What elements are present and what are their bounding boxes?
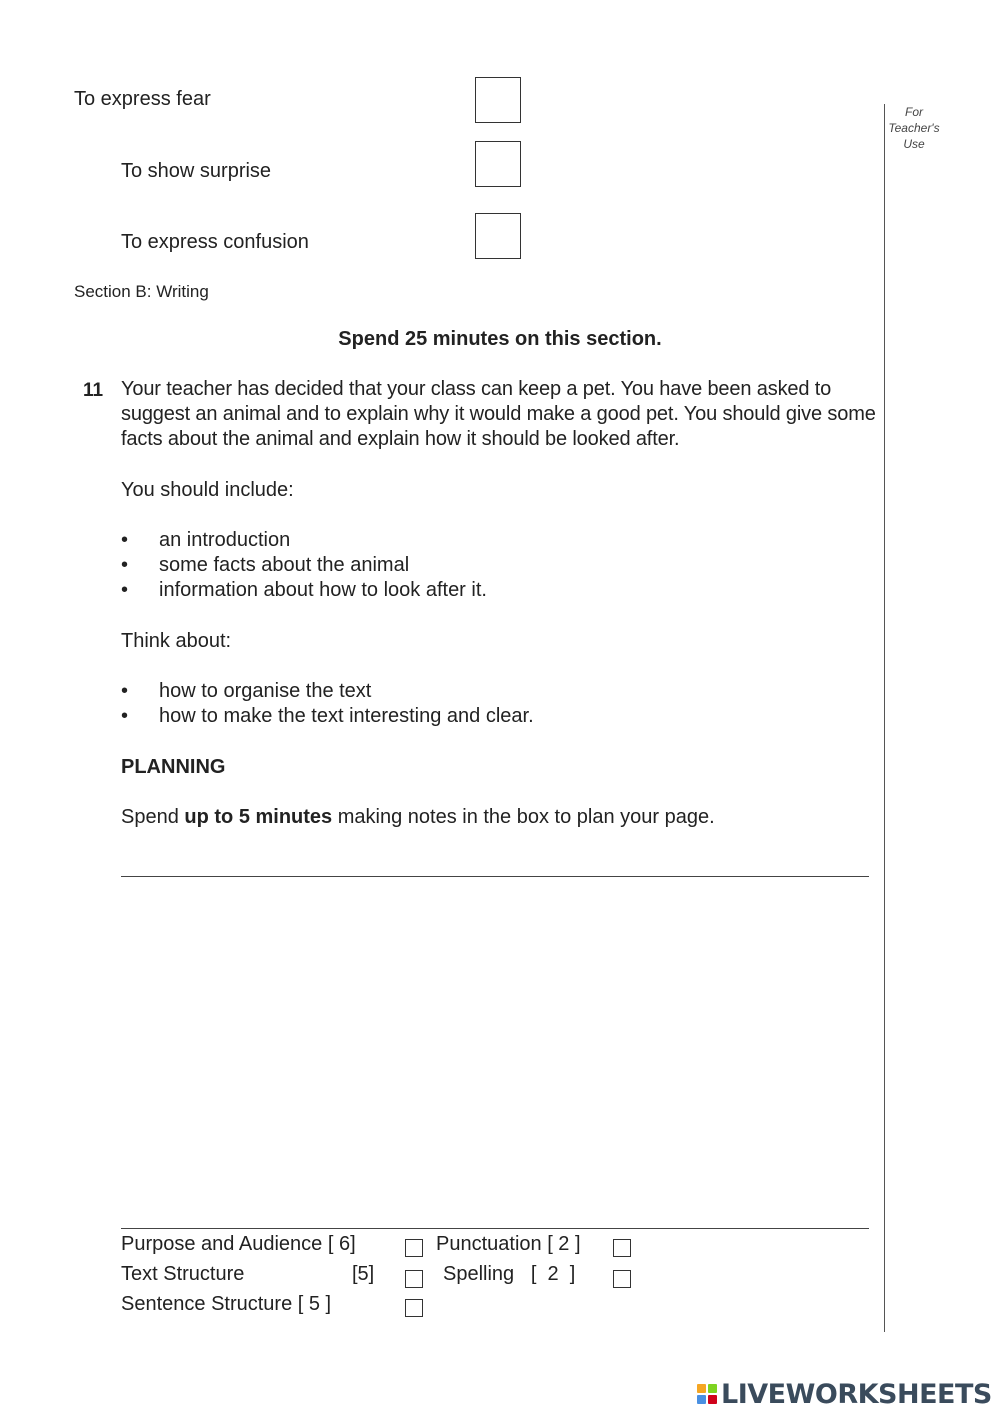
section-title: Section B: Writing (74, 282, 209, 301)
bullet-icon: • (121, 554, 129, 576)
think-item: how to make the text interesting and clear. (159, 705, 534, 727)
bullet-icon: • (121, 529, 129, 551)
bullet-icon: • (121, 705, 129, 727)
mark-box-text-structure[interactable] (405, 1270, 423, 1288)
planning-text-after: making notes in the box to plan your page. (332, 806, 715, 828)
option-label-surprise: To show surprise (121, 160, 272, 182)
teacher-use-text: For Teacher's Use (888, 105, 940, 151)
teacher-use-label (884, 104, 944, 152)
include-heading: You should include: (121, 479, 294, 501)
planning-notes-area[interactable] (121, 878, 869, 1226)
option-label-confusion: To express confusion (121, 231, 309, 253)
mark-box-sentence-structure[interactable] (405, 1299, 423, 1317)
planning-instruction (121, 805, 715, 830)
planning-heading: PLANNING (121, 756, 226, 778)
logo-square (708, 1395, 717, 1404)
logo-square (697, 1384, 706, 1393)
include-item: some facts about the animal (159, 554, 410, 576)
include-item: an introduction (159, 529, 291, 551)
mark-punctuation: Punctuation [ 2 ] (436, 1233, 581, 1255)
answer-box-surprise[interactable] (475, 141, 521, 187)
mark-text-structure-value: [5] (352, 1263, 375, 1285)
include-item: information about how to look after it. (159, 579, 487, 601)
liveworksheets-logo-text: LIVEWORKSHEETS (721, 1378, 992, 1410)
mark-spelling: Spelling [ 2 ] (443, 1263, 576, 1285)
mark-sentence-structure: Sentence Structure [ 5 ] (121, 1293, 332, 1315)
answer-box-fear[interactable] (475, 77, 521, 123)
liveworksheets-icon (697, 1384, 717, 1404)
question-number: 11 (83, 380, 104, 401)
bullet-icon: • (121, 680, 129, 702)
mark-box-punctuation[interactable] (613, 1239, 631, 1257)
planning-text-before: Spend (121, 806, 185, 828)
mark-box-purpose-audience[interactable] (405, 1239, 423, 1257)
option-label-fear: To express fear (74, 88, 211, 110)
think-heading: Think about: (121, 630, 232, 652)
mark-text-structure: Text Structure (121, 1263, 245, 1285)
planning-box-bottom-line (121, 1228, 869, 1229)
planning-box-top-line (121, 876, 869, 877)
answer-box-confusion[interactable] (475, 213, 521, 259)
think-item: how to organise the text (159, 680, 372, 702)
planning-text-bold: up to 5 minutes (184, 806, 333, 828)
teacher-margin-line (884, 104, 885, 1332)
question-text: Your teacher has decided that your class can keep a pet. You have been asked to suggest an animal and to explain why it would make a good pet. You should give some facts about the animal and explain how it should be looked after. (121, 378, 876, 450)
mark-box-spelling[interactable] (613, 1270, 631, 1288)
bullet-icon: • (121, 579, 129, 601)
logo-square (708, 1384, 717, 1393)
mark-purpose-audience: Purpose and Audience [ 6] (121, 1233, 356, 1255)
logo-square (697, 1395, 706, 1404)
liveworksheets-logo (697, 1377, 992, 1411)
section-instruction: Spend 25 minutes on this section. (338, 328, 662, 350)
